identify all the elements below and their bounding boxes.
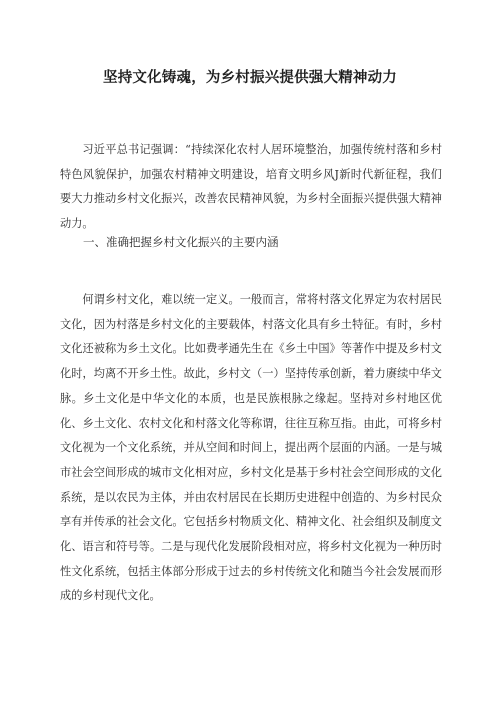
section-paragraph-block	[60, 288, 442, 609]
intro-paragraph: 习近平总书记强调：“持续深化农村人居环境整治，加强传统村落和乡村特色风貌保护，加强农村精神文明建设，培育文明乡风J新时代新征程，我们要大力推动乡村文化振兴，改善农民精神风貌，为乡村全面振兴提供强大精神动力。	[60, 143, 442, 231]
document-title: 坚持文化铸魂，为乡村振兴提供强大精神动力	[103, 70, 397, 86]
section-heading: 一、准确把握乡村文化振兴的主要内涵	[83, 235, 279, 249]
intro-paragraph-block	[60, 138, 442, 237]
section-paragraph: 何谓乡村文化，难以统一定义。一般而言，常将村落文化界定为农村居民文化，因为村落是乡村文化的主要载体，村落文化具有乡土特征。有时，乡村文化还被称为乡土文化。比如费孝通先生在《乡土中国》等著作中提及乡村文化时，均离不开乡土性。故此，乡村文（一）坚持传承创新，着力赓续中华文脉。乡土文化是中华文化的本质，也是民族根脉之缘起。坚持对乡村地区优化、乡土文化、农村文化和村落文化等称谓，往往互称互指。由此，可将乡村文化视为一个文化系统，并从空间和时间上，提出两个层面的内涵。一是与城市社会空间形成的城市文化相对应，乡村文化是基于乡村社会空间形成的文化系统，是以农民为主体，并由农村居民在长期历史进程中创造的、为乡村民众享有并传承的社会文化。它包括乡村物质文化、精神文化、社会组织及制度文化、语言和符号等。二是与现代化发展阶段相对应，将乡村文化视为一种历时性文化系统，包括主体部分形成于过去的乡村传统文化和随当今社会发展而形成的乡村现代文化。	[60, 293, 442, 603]
